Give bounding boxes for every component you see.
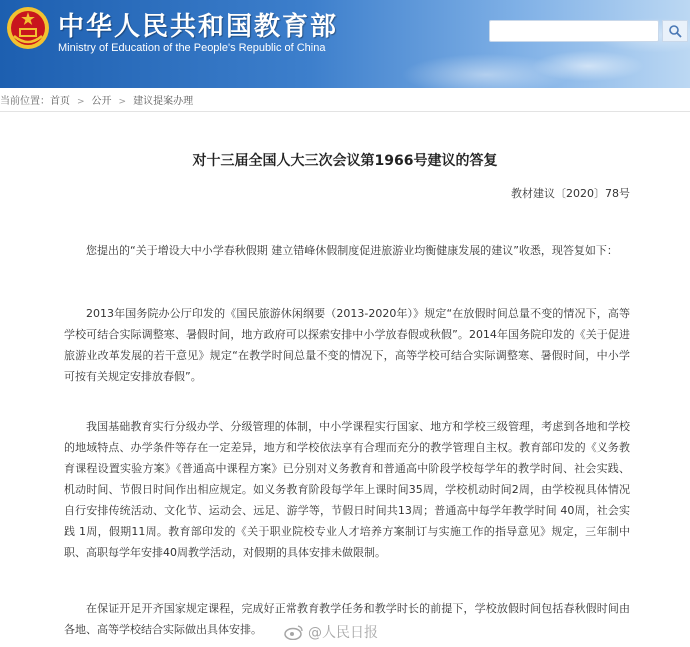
document-paragraph: 在保证开足开齐国家规定课程，完成好正常教育教学任务和教学时长的前提下，学校放假时间包括春秋假时间由各地、高等学校结合实际做出具体安排。 [64, 602, 630, 636]
breadcrumb [0, 92, 690, 108]
document-paragraph: 您提出的“关于增设大中小学春秋假期 建立错峰休假制度促进旅游业均衡健康发展的建议”收悉，现答复如下： [86, 244, 618, 257]
chevron-right-icon: > [118, 97, 127, 107]
site-title: 中华人民共和国教育部 [58, 12, 339, 42]
header-clouds [350, 0, 690, 88]
breadcrumb-prefix: 当前位置： [0, 96, 50, 107]
national-emblem-icon [6, 6, 50, 50]
breadcrumb-proposals-link[interactable]: 建议提案办理 [133, 96, 194, 107]
breadcrumb-public-link[interactable]: 公开 [91, 96, 112, 107]
site-header [0, 0, 690, 88]
search-icon [668, 24, 682, 38]
chevron-right-icon: > [77, 97, 85, 107]
breadcrumb-divider [0, 111, 690, 112]
document-paragraph: 我国基础教育实行分级办学、分级管理的体制，中小学课程实行国家、地方和学校三级管理，考虑到各地和学校的地域特点、办学条件等存在一定差异，地方和学校依法享有合理而充分的教学管理自主权。教育部印发的《义务教育课程设置实验方案》《普通高中课程方案》已分别对义务教育和普通高中阶段学校每学年的教学时间、社会实践、机动时间、节假日时间作出相应规定。如义务教育阶段每学年上课时间35周，学校机动时间2周，由学校视具体情况自行安排传统活动、文化节、运动会、远足、游学等，节假日时间共13周；普通高中每学年教学时间 40周，社会实践 1周，假期11周。教育部印发的《关于职业院校专业人才培养方案制订与实施工作的指导意见》规定，三年制中职、高职每学年安排40周教学活动，对假期的具体安排未做限制。 [64, 420, 630, 559]
weibo-logo-icon [284, 624, 304, 640]
document-title: 对十三届全国人大三次会议第1966号建议的答复 [192, 153, 498, 169]
search-button[interactable] [662, 20, 688, 42]
weibo-watermark [284, 620, 378, 644]
breadcrumb-home-link[interactable]: 首页 [50, 96, 70, 107]
document-paragraph: 2013年国务院办公厅印发的《国民旅游休闲纲要（2013-2020年）》规定“在放假时间总量不变的情况下，高等学校可结合实际调整寒、暑假时间，地方政府可以探索安排中小学放春假或秋假”。2014年国务院印发的《关于促进旅游业改革发展的若干意见》规定“在教学时间总量不变的情况下，高等学校可结合实际调整寒、暑假时间，中小学可按有关规定安排放春假”。 [64, 307, 630, 383]
watermark-text: @人民日报 [308, 625, 378, 641]
site-title-en: Ministry of Education of the People's Republic of China [58, 42, 326, 54]
document-number: 教材建议〔2020〕78号 [511, 187, 630, 200]
search-input[interactable] [489, 20, 659, 42]
